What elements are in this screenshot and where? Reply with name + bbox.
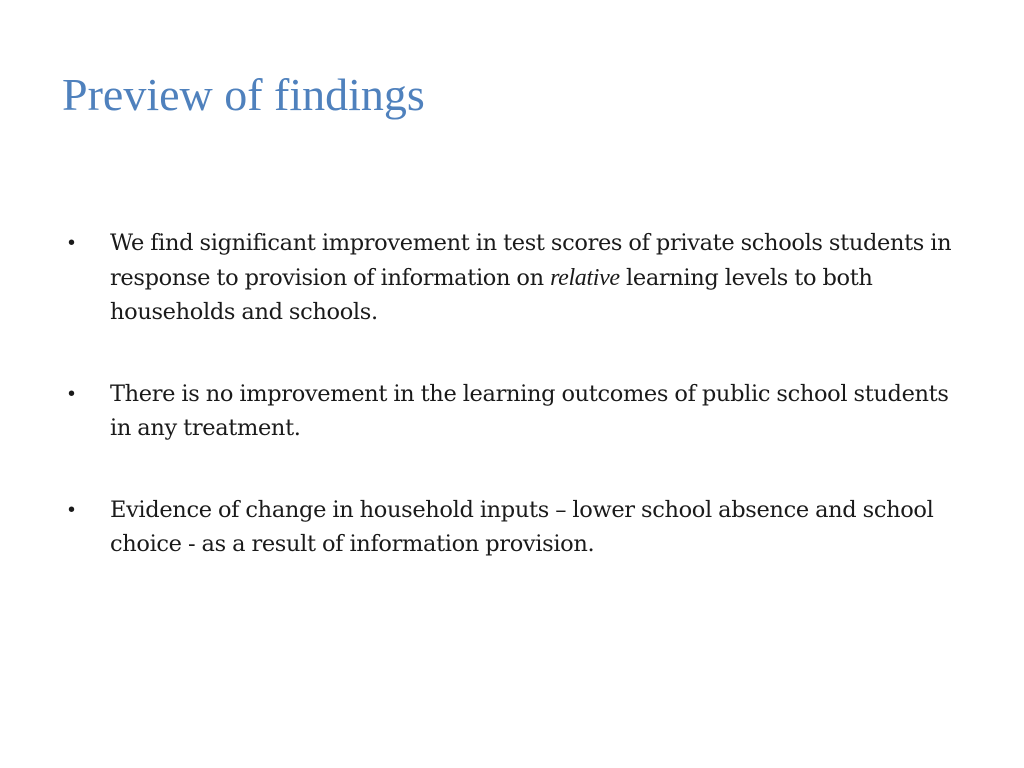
bullet-item-household-inputs xyxy=(64,493,964,562)
bullet-text-continued: learning levels to both households and schools. xyxy=(110,264,873,325)
bullet-icon: • xyxy=(68,498,75,521)
bullet-text: We find significant improvement in test scores of private schools students in response to provision of information on xyxy=(110,230,952,291)
bullet-text: Evidence of change in household inputs – lower school absence and school choice - as a result of information provision. xyxy=(110,496,934,557)
bullet-text: There is no improvement in the learning outcomes of public school students in any treatment. xyxy=(110,380,949,441)
bullet-item-private-schools xyxy=(64,226,964,330)
bullet-item-public-schools xyxy=(64,377,964,446)
slide-title: Preview of findings xyxy=(62,69,425,120)
bullet-icon: • xyxy=(68,382,75,405)
bullet-emphasis: relative xyxy=(550,264,620,291)
bullet-icon: • xyxy=(68,232,75,254)
findings-bullet-list xyxy=(64,226,964,562)
